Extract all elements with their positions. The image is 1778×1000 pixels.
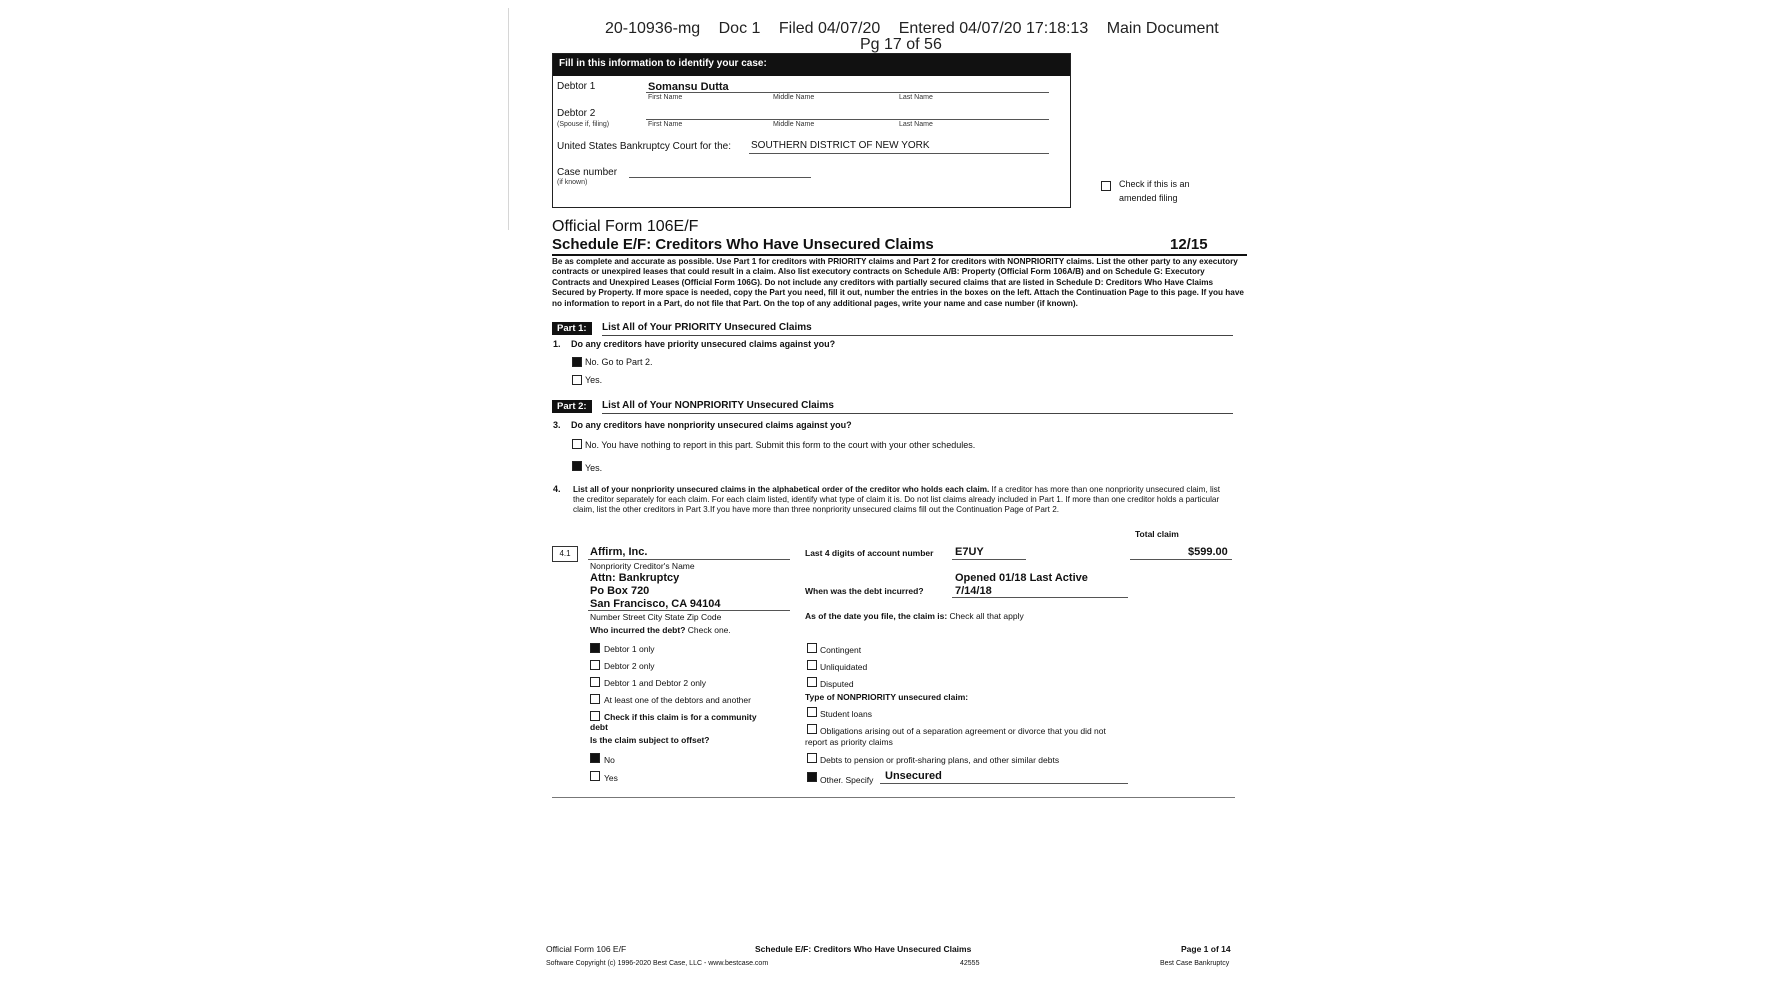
offset-no-label: No [604, 755, 615, 765]
part1-title: List All of Your PRIORITY Unsecured Claims [602, 322, 812, 333]
case-identification-box [552, 53, 1071, 208]
court-label: United States Bankruptcy Court for the: [557, 141, 731, 152]
offset-question: Is the claim subject to offset? [590, 735, 710, 745]
amended-filing-checkbox[interactable] [1101, 181, 1111, 191]
obligations-label-2: report as priority claims [805, 737, 893, 747]
claim-type-label: Type of NONPRIORITY unsecured claim: [805, 692, 969, 702]
debtor2-first-name-caption: First Name [648, 121, 683, 128]
q3-no-checkbox[interactable] [572, 439, 582, 449]
footer-title: Schedule E/F: Creditors Who Have Unsecured Claims [755, 944, 972, 954]
as-of-date-question [805, 611, 1024, 621]
debtor2-note: (Spouse if, filing) [557, 121, 610, 128]
offset-no-checkbox[interactable] [590, 753, 600, 763]
community-debt-checkbox[interactable] [590, 711, 600, 721]
court-value: SOUTHERN DISTRICT OF NEW YORK [751, 140, 930, 151]
account-number-label: Last 4 digits of account number [805, 548, 934, 558]
court-underline [749, 153, 1049, 154]
q3-no-label: No. You have nothing to report in this part. Submit this form to the court with your other schedules. [585, 440, 976, 450]
q1-yes-checkbox[interactable] [572, 375, 582, 385]
form-title: Schedule E/F: Creditors Who Have Unsecured Claims [552, 236, 934, 253]
title-rule [552, 254, 1247, 256]
part1-rule [602, 335, 1233, 336]
other-type-label: Other. Specify [820, 775, 874, 785]
pension-debts-label: Debts to pension or profit-sharing plans, and other similar debts [820, 755, 1060, 765]
debtor1-name: Somansu Dutta [648, 81, 729, 93]
who-incurred-check-one: Check one. [687, 625, 731, 635]
who-both-checkbox[interactable] [590, 677, 600, 687]
q3-number: 3. [553, 420, 561, 430]
unliquidated-label: Unliquidated [820, 662, 868, 672]
student-loans-checkbox[interactable] [807, 707, 817, 717]
footer-code: 42555 [960, 960, 980, 967]
debtor1-first-name-caption: First Name [648, 94, 683, 101]
disputed-checkbox[interactable] [807, 677, 817, 687]
form-name: Official Form 106E/F [552, 218, 699, 235]
q4-text-rest: If a creditor has more than one nonpriority unsecured claim, list the creditor separately for each claim. For each claim listed, identify what type of claim it is. Do not list claims already included in Part 1. If more than one creditor holds a particular claim, list the other creditors in Part 3.If you have more than three nonpriority unsecured claims fill out the Continuation Page of Part 2. [573, 485, 1221, 515]
claim-bottom-rule [552, 797, 1235, 798]
other-type-checkbox[interactable] [807, 772, 817, 782]
debt-incurred-underline [952, 597, 1128, 598]
debt-incurred-label: When was the debt incurred? [805, 586, 924, 596]
who-incurred-question [590, 625, 731, 635]
obligations-label-1: Obligations arising out of a separation agreement or divorce that you did not [820, 726, 1106, 736]
as-of-date-check-all: Check all that apply [949, 611, 1024, 621]
footer-copyright: Software Copyright (c) 1996-2020 Best Case, LLC - www.bestcase.com [546, 960, 769, 967]
main-document-label: Main Document [1106, 20, 1219, 37]
form-instructions: Be as complete and accurate as possible. Use Part 1 for creditors with PRIORITY claims and Part 2 for creditors with NONPRIORITY claims. List the other party to any executory contracts or unexpired leases that could result in a claim. Also list executory contracts on Schedule A/B: Property (Official Form 106A/B) and on Schedule G: Executory Contracts and Unexpired Leases (Official Form 106G). Do not include any creditors with partially secured claims that are listed in Schedule D: Creditors Who Have Claims Secured by Property. If more space is needed, copy the Part you need, fill it out, number the entries in the boxes on the left. Attach the Continuation Page to this page. If you have no information to report in a Part, do not file that Part. On the top of any additional pages, write your name and case number (if known). [552, 257, 1244, 308]
who-another-checkbox[interactable] [590, 694, 600, 704]
who-debtor1-checkbox[interactable] [590, 643, 600, 653]
community-debt-label-1: Check if this claim is for a community [604, 712, 757, 722]
other-type-value: Unsecured [885, 770, 942, 782]
claim-amount-underline [1130, 559, 1232, 560]
debt-incurred-line-1: Opened 01/18 Last Active [955, 572, 1088, 584]
debtor2-middle-name-caption: Middle Name [773, 121, 815, 128]
doc-number: Doc 1 [718, 20, 761, 37]
who-debtor1-label: Debtor 1 only [604, 644, 655, 654]
q1-yes-label: Yes. [585, 375, 603, 385]
scan-edge-line [508, 8, 509, 230]
debt-incurred-line-2: 7/14/18 [955, 585, 992, 597]
q1-number: 1. [553, 339, 561, 349]
case-number-header: 20-10936-mg [605, 20, 701, 37]
other-type-underline [880, 783, 1128, 784]
case-number-note: (if known) [557, 179, 588, 186]
q4-number: 4. [553, 484, 561, 494]
creditor-name-underline [588, 559, 790, 560]
debtor1-last-name-caption: Last Name [899, 94, 933, 101]
creditor-address-caption: Number Street City State Zip Code [590, 612, 722, 622]
account-number-underline [952, 559, 1026, 560]
case-number-label: Case number [557, 167, 618, 178]
entered-date: Entered 04/07/20 17:18:13 [898, 20, 1089, 37]
part1-label: Part 1: [552, 322, 592, 335]
footer-brand: Best Case Bankruptcy [1160, 960, 1230, 967]
case-number-field[interactable] [629, 177, 811, 178]
contingent-label: Contingent [820, 645, 862, 655]
creditor-name: Affirm, Inc. [590, 546, 648, 558]
footer-form-name: Official Form 106 E/F [546, 944, 627, 954]
creditor-address-1: Attn: Bankruptcy [590, 572, 680, 584]
pension-debts-checkbox[interactable] [807, 753, 817, 763]
q4-text-bold: List all of your nonpriority unsecured claims in the alphabetical order of the creditor who holds each claim. [573, 485, 990, 494]
disputed-label: Disputed [820, 679, 854, 689]
amended-filing-label-1: Check if this is an [1119, 179, 1190, 189]
creditor-address-2: Po Box 720 [590, 585, 650, 597]
q1-no-checkbox[interactable] [572, 357, 582, 367]
debtor2-label: Debtor 2 [557, 108, 596, 119]
q1-no-label: No. Go to Part 2. [585, 357, 653, 367]
debtor1-underline [646, 92, 1049, 93]
debtor2-underline [646, 119, 1049, 120]
part2-rule [602, 413, 1233, 414]
student-loans-label: Student loans [820, 709, 872, 719]
amended-filing-label-2: amended filing [1119, 193, 1178, 203]
who-debtor2-checkbox[interactable] [590, 660, 600, 670]
offset-yes-label: Yes [604, 773, 618, 783]
as-of-date-label: As of the date you file, the claim is: [805, 611, 948, 621]
community-debt-label-2: debt [590, 722, 608, 732]
page-count: Pg 17 of 56 [860, 36, 942, 53]
q3-yes-label: Yes. [585, 463, 603, 473]
contingent-checkbox[interactable] [807, 643, 817, 653]
who-another-label: At least one of the debtors and another [604, 695, 751, 705]
obligations-checkbox[interactable] [807, 724, 817, 734]
debtor2-last-name-caption: Last Name [899, 121, 933, 128]
creditor-name-caption: Nonpriority Creditor's Name [590, 561, 695, 571]
creditor-address-underline [588, 610, 790, 611]
q1-question: Do any creditors have priority unsecured claims against you? [571, 339, 836, 349]
claim-amount: $599.00 [1188, 546, 1228, 558]
claim-number-box: 4.1 [552, 546, 578, 562]
q4-text [573, 485, 1233, 516]
part2-title: List All of Your NONPRIORITY Unsecured Claims [602, 400, 834, 411]
footer-page: Page 1 of 14 [1181, 944, 1231, 954]
unliquidated-checkbox[interactable] [807, 660, 817, 670]
who-both-label: Debtor 1 and Debtor 2 only [604, 678, 707, 688]
account-number-value: E7UY [955, 546, 984, 558]
creditor-address-3: San Francisco, CA 94104 [590, 598, 721, 610]
who-debtor2-label: Debtor 2 only [604, 661, 655, 671]
total-claim-label: Total claim [1135, 529, 1179, 539]
form-date: 12/15 [1170, 236, 1208, 253]
offset-yes-checkbox[interactable] [590, 771, 600, 781]
part2-label: Part 2: [552, 400, 592, 413]
q3-yes-checkbox[interactable] [572, 461, 582, 471]
filed-date: Filed 04/07/20 [778, 20, 881, 37]
case-id-bar: Fill in this information to identify your case: [553, 54, 1070, 76]
who-incurred-label: Who incurred the debt? [590, 625, 686, 635]
q3-question: Do any creditors have nonpriority unsecured claims against you? [571, 420, 852, 430]
debtor1-label: Debtor 1 [557, 81, 596, 92]
debtor1-middle-name-caption: Middle Name [773, 94, 815, 101]
